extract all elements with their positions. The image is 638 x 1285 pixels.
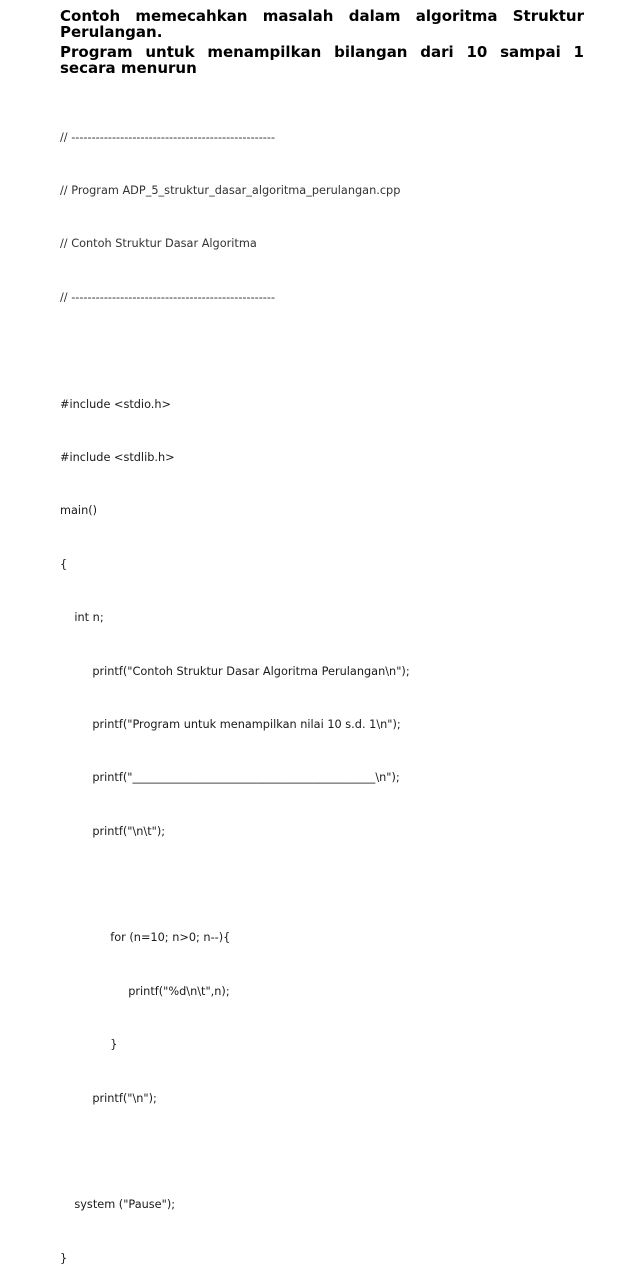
code-line: printf("___________________________________________\n"); bbox=[60, 771, 400, 785]
code-line: printf("\n"); bbox=[60, 1091, 157, 1105]
slide-heading-line-1: Contoh memecahkan masalah dalam algoritma Struktur Perulangan. bbox=[60, 7, 584, 41]
code-listing bbox=[60, 93, 410, 1285]
slide-heading-line-2: Program untuk menampilkan bilangan dari 10 sampai 1 secara menurun bbox=[60, 43, 584, 77]
code-line: printf("Contoh Struktur Dasar Algoritma Perulangan\n"); bbox=[60, 664, 410, 678]
code-line: // -------------------------------------------------- bbox=[60, 130, 276, 144]
code-line: // Program ADP_5_struktur_dasar_algoritma_perulangan.cpp bbox=[60, 183, 401, 197]
code-line: for (n=10; n>0; n--){ bbox=[60, 931, 231, 945]
code-line: { bbox=[60, 557, 68, 571]
code-line: #include <stdio.h> bbox=[60, 397, 172, 411]
code-line: system ("Pause"); bbox=[60, 1198, 176, 1212]
code-line: int n; bbox=[60, 611, 104, 625]
code-line: printf("%d\n\t",n); bbox=[60, 984, 230, 998]
code-line bbox=[60, 876, 410, 894]
code-line: printf("Program untuk menampilkan nilai 10 s.d. 1\n"); bbox=[60, 717, 401, 731]
code-line bbox=[60, 1143, 410, 1161]
code-line: printf("\n\t"); bbox=[60, 824, 166, 838]
code-line: // Contoh Struktur Dasar Algoritma bbox=[60, 237, 257, 251]
code-line: } bbox=[60, 1038, 118, 1052]
code-line bbox=[60, 342, 410, 360]
code-line: // -------------------------------------------------- bbox=[60, 290, 276, 304]
code-line: } bbox=[60, 1251, 68, 1265]
code-line: #include <stdlib.h> bbox=[60, 450, 175, 464]
code-line: main() bbox=[60, 504, 98, 518]
